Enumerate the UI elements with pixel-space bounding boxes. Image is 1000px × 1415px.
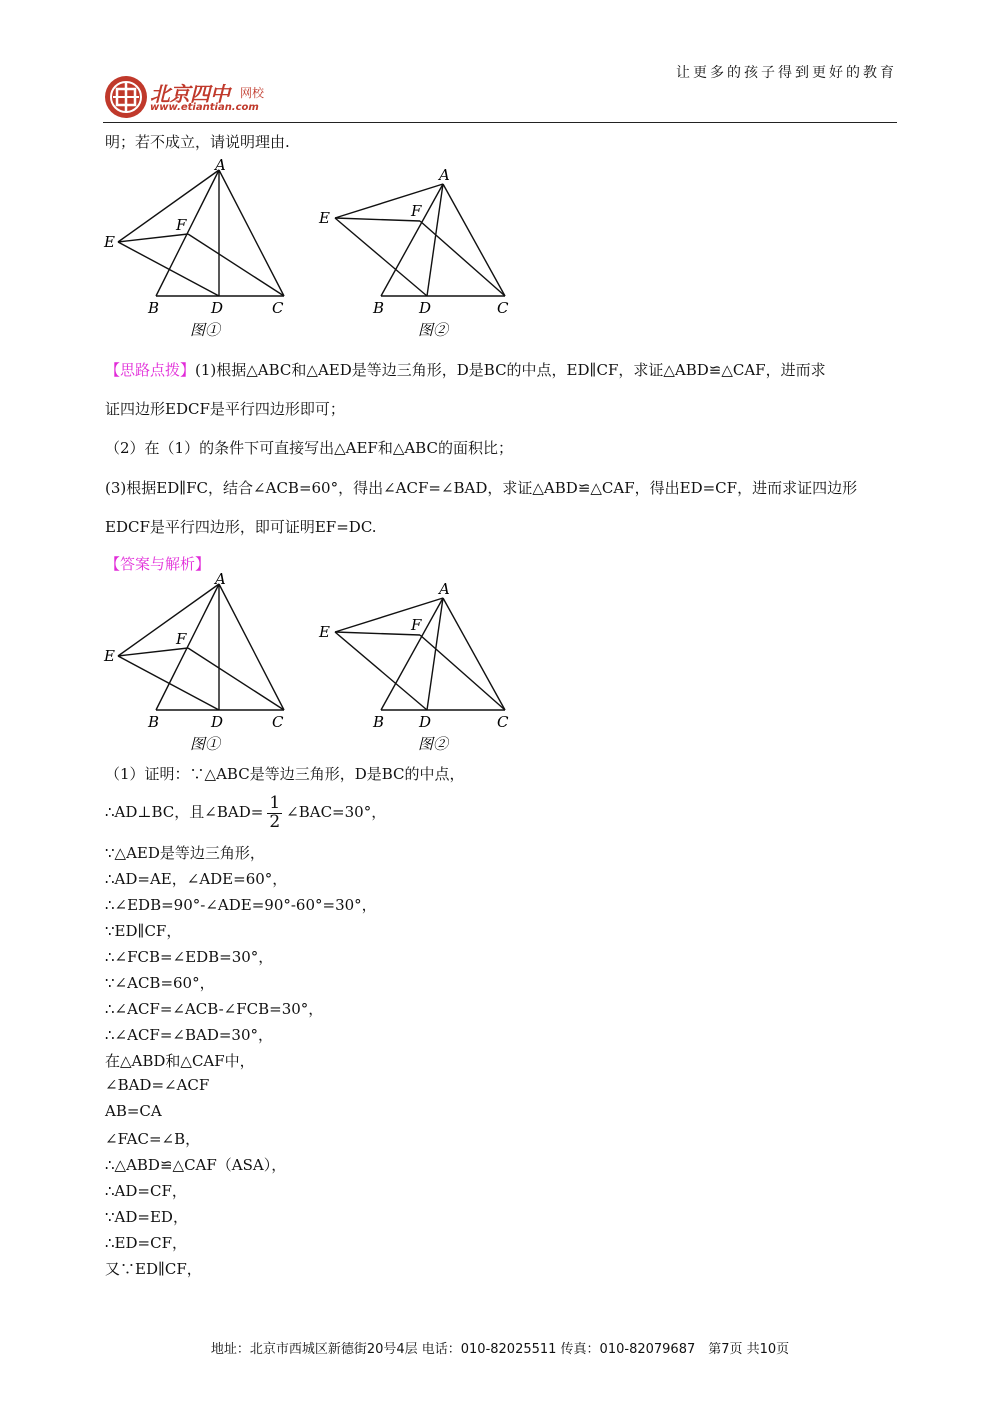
hint-p1a: (1)根据△ABC和△AED是等边三角形，D是BC的中点，ED∥CF，求证△ABD≌△CAF，进而求 (195, 361, 826, 379)
label-F: F (411, 202, 422, 220)
answer-l9: ∴∠ACF=∠ACB-∠FCB=30°， (105, 1000, 324, 1018)
label-D: D (211, 713, 224, 731)
answer-l2a: ∴AD⊥BC，且∠BAD= (105, 803, 264, 821)
label-C: C (497, 713, 509, 731)
label-C: C (497, 299, 509, 317)
answer-tag: 【答案与解析】 (105, 555, 211, 573)
figure-1-answer (100, 572, 300, 757)
label-B: B (148, 713, 160, 731)
label-E: E (104, 647, 115, 665)
header-divider (103, 122, 897, 123)
label-B: B (373, 713, 385, 731)
answer-l1: （1）证明：∵△ABC是等边三角形，D是BC的中点， (105, 765, 465, 783)
answer-l17: ∵AD=ED， (105, 1208, 188, 1226)
answer-l11: 在△ABD和△CAF中， (105, 1052, 255, 1070)
answer-l2b: ∠BAC=30°， (286, 803, 387, 821)
page-footer: 地址：北京市西城区新德街20号4层 电话：010-82025511 传真：010-82079687 第7页 共10页 (210, 1342, 790, 1357)
logo-url: www.etiantian.com (150, 102, 259, 113)
logo-text: 北京四中 (150, 82, 230, 106)
answer-l19: 又∵ED∥CF， (105, 1260, 202, 1278)
answer-l16: ∴AD=CF， (105, 1182, 187, 1200)
header-slogan: 让更多的孩子得到更好的教育 (676, 65, 897, 81)
answer-l18: ∴ED=CF， (105, 1234, 187, 1252)
hint-p3b: EDCF是平行四边形，即可证明EF=DC. (105, 518, 377, 536)
answer-l6: ∵ED∥CF， (105, 922, 182, 940)
label-D: D (211, 299, 224, 317)
label-A: A (439, 166, 450, 184)
label-E: E (319, 209, 330, 227)
figure-2-answer (315, 576, 525, 757)
label-A: A (215, 572, 226, 588)
fig1-caption: 图① (190, 321, 221, 339)
hint-p3a: (3)根据ED∥FC，结合∠ACB=60°，得出∠ACF=∠BAD，求证△ABD≌△CAF，得出ED=CF，进而求证四边形 (105, 479, 858, 497)
label-B: B (373, 299, 385, 317)
hint-tag: 【思路点拨】 (105, 361, 196, 379)
answer-l7: ∴∠FCB=∠EDB=30°， (105, 948, 274, 966)
figure-2 (315, 162, 525, 343)
label-F: F (176, 630, 187, 648)
hint-p2: （2）在（1）的条件下可直接写出△AEF和△ABC的面积比； (105, 439, 513, 457)
hint-p1b: 证四边形EDCF是平行四边形即可； (105, 400, 345, 418)
label-E: E (319, 623, 330, 641)
label-E: E (104, 233, 115, 251)
figure-1 (100, 158, 300, 343)
fraction-denominator: 2 (269, 811, 281, 832)
label-D: D (419, 713, 432, 731)
label-C: C (272, 299, 284, 317)
label-A: A (439, 580, 450, 598)
label-C: C (272, 713, 284, 731)
label-F: F (176, 216, 187, 234)
label-B: B (148, 299, 160, 317)
logo-icon (103, 74, 149, 120)
label-D: D (419, 299, 432, 317)
logo-net: 网校 (240, 86, 265, 100)
fig2-caption: 图② (418, 735, 449, 753)
answer-l13: AB=CA (105, 1102, 162, 1120)
answer-l4: ∴AD=AE，∠ADE=60°， (105, 870, 288, 888)
answer-l15: ∴△ABD≌△CAF（ASA）， (105, 1156, 287, 1174)
fig1-caption: 图① (190, 735, 221, 753)
fraction-numerator: 1 (269, 792, 281, 813)
answer-l10: ∴∠ACF=∠BAD=30°， (105, 1026, 274, 1044)
answer-l3: ∵△AED是等边三角形， (105, 844, 265, 862)
label-F: F (411, 616, 422, 634)
label-A: A (215, 158, 226, 174)
answer-l8: ∵∠ACB=60°， (105, 974, 215, 992)
answer-l12: ∠BAD=∠ACF (105, 1076, 210, 1094)
intro-line: 明；若不成立，请说明理由. (105, 133, 290, 151)
answer-l2 (105, 790, 386, 834)
fraction (267, 792, 282, 832)
fig2-caption: 图② (418, 321, 449, 339)
answer-l5: ∴∠EDB=90°-∠ADE=90°-60°=30°， (105, 896, 377, 914)
answer-l14: ∠FAC=∠B， (105, 1130, 201, 1148)
